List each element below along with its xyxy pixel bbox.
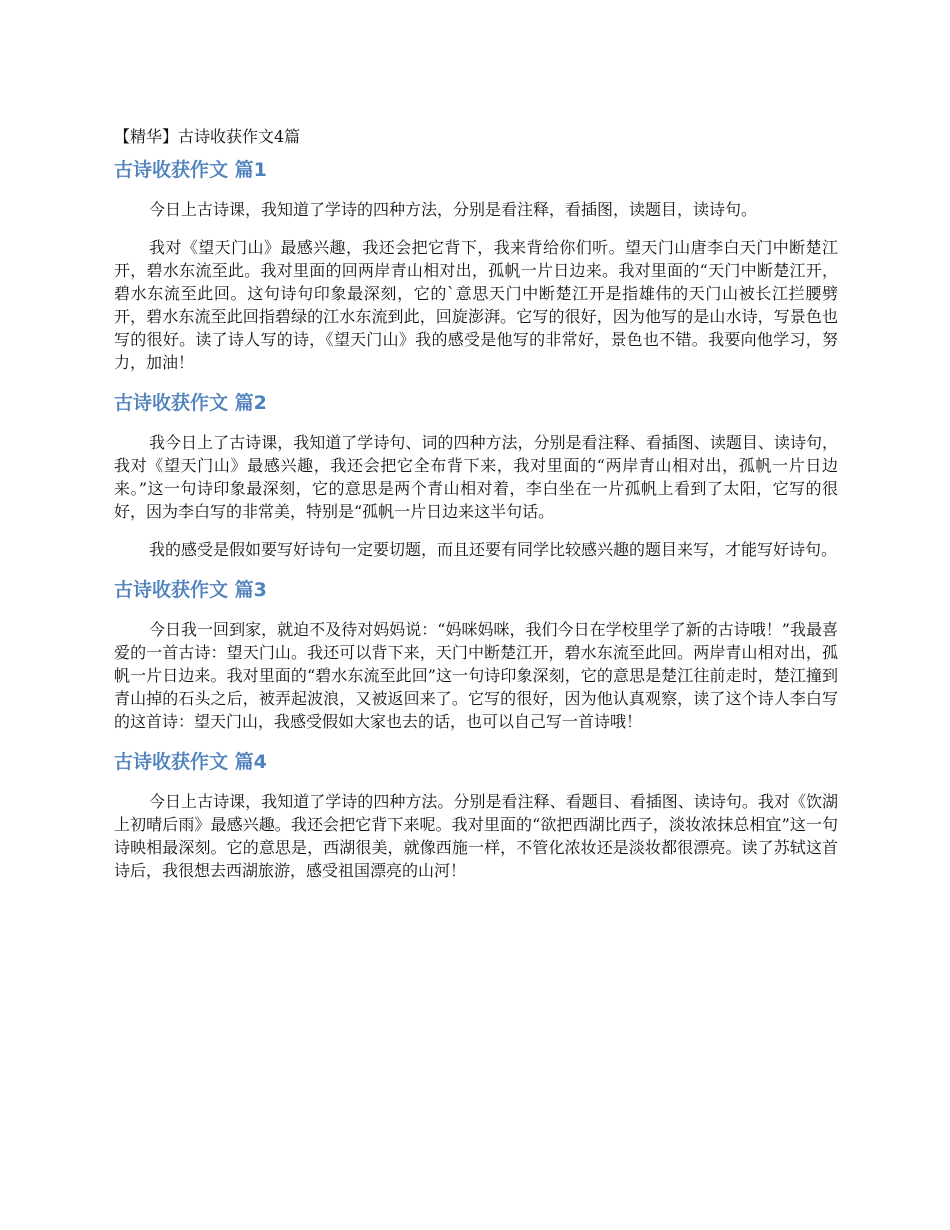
section-heading: 古诗收获作文 篇2 bbox=[114, 392, 267, 414]
essay-section-2 bbox=[114, 389, 838, 561]
essay-section-4 bbox=[114, 748, 838, 882]
paragraph: 今日上古诗课，我知道了学诗的四种方法。分别是看注释、看题目、看插图、读诗句。我对《饮湖上初晴后雨》最感兴趣。我还会把它背下来呢。我对里面的“欲把西湖比西子，淡妆浓抹总相宜”这一句诗映相最深刻。它的意思是，西湖很美，就像西施一样，不管化浓妆还是淡妆都很漂亮。读了苏轼这首诗后，我很想去西湖旅游，感受祖国漂亮的山河！ bbox=[114, 792, 838, 880]
section-heading: 古诗收获作文 篇4 bbox=[114, 751, 267, 773]
paragraph: 我今日上了古诗课，我知道了学诗句、词的四种方法，分别是看注释、看插图、读题目、读诗句，我对《望天门山》最感兴趣，我还会把它全布背下来，我对里面的“两岸青山相对出，孤帆一片日边来。”这一句诗印象最深刻，它的意思是两个青山相对着，李白坐在一片孤帆上看到了太阳，它写的很好，因为李白写的非常美，特别是“孤帆一片日边来这半句话。 bbox=[114, 433, 838, 521]
essay-section-3 bbox=[114, 576, 838, 733]
document-page bbox=[114, 124, 838, 897]
paragraph: 我对《望天门山》最感兴趣，我还会把它背下，我来背给你们听。望天门山唐李白天门中断楚江开，碧水东流至此。我对里面的回两岸青山相对出，孤帆一片日边来。我对里面的“天门中断楚江开，碧水东流至此回。这句诗句印象最深刻，它的`意思天门中断楚江开是指雄伟的天门山被长江拦腰劈开，碧水东流至此回指碧绿的江水东流到此，回旋澎湃。它写的很好，因为他写的是山水诗，写景色也写的很好。读了诗人写的诗，《望天门山》我的感受是他写的非常好，景色也不错。我要向他学习，努力，加油！ bbox=[114, 238, 838, 372]
document-title: 【精华】古诗收获作文4篇 bbox=[114, 127, 301, 146]
section-heading: 古诗收获作文 篇1 bbox=[114, 159, 267, 181]
paragraph: 今日上古诗课，我知道了学诗的四种方法，分别是看注释，看插图，读题目，读诗句。 bbox=[149, 200, 758, 219]
paragraph: 我的感受是假如要写好诗句一定要切题，而且还要有同学比较感兴趣的题目来写，才能写好诗句。 bbox=[149, 540, 838, 559]
essay-section-1 bbox=[114, 156, 838, 374]
paragraph: 今日我一回到家，就迫不及待对妈妈说：“妈咪妈咪，我们今日在学校里学了新的古诗哦！”我最喜爱的一首古诗：望天门山。我还可以背下来，天门中断楚江开，碧水东流至此回。两岸青山相对出，孤帆一片日边来。我对里面的“碧水东流至此回”这一句诗印象深刻，它的意思是楚江往前走时，楚江撞到青山掉的石头之后，被弄起波浪，又被返回来了。它写的很好，因为他认真观察，读了这个诗人李白写的这首诗：望天门山，我感受假如大家也去的话，也可以自己写一首诗哦！ bbox=[114, 620, 838, 731]
section-heading: 古诗收获作文 篇3 bbox=[114, 579, 267, 601]
